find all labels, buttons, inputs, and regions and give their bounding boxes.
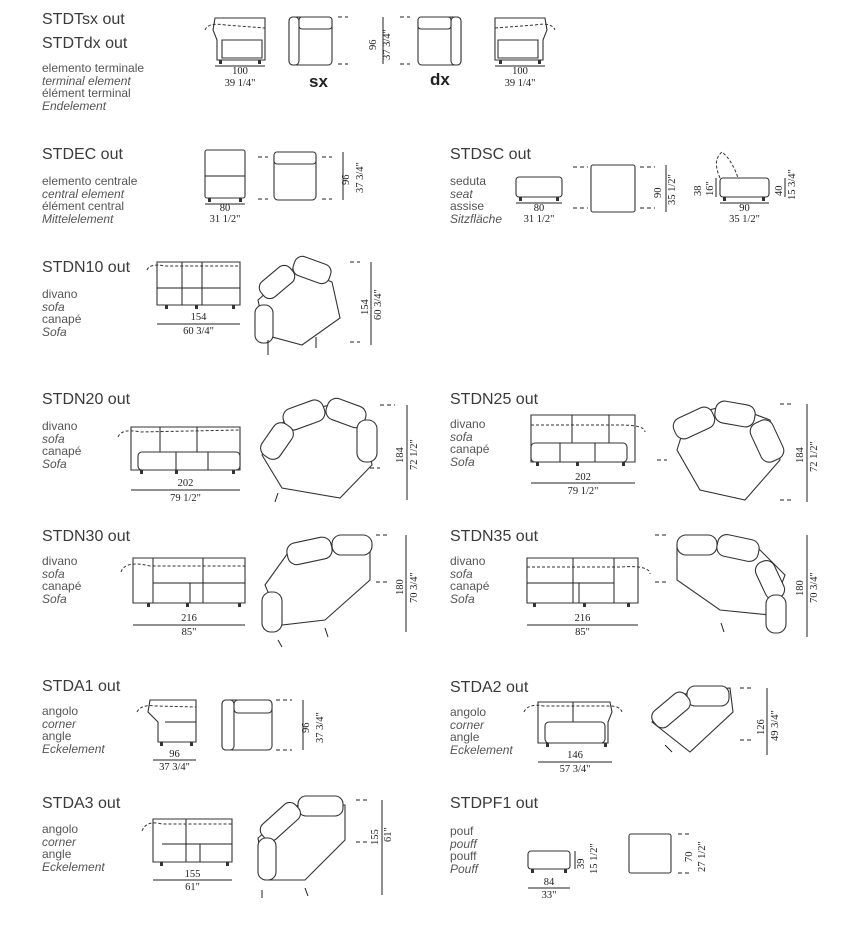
stdn20-height-in: 72 1/2" xyxy=(409,439,420,470)
stdsc-description xyxy=(450,175,502,225)
stda1-width-cm: 96 xyxy=(169,749,180,760)
desc-en: sofa xyxy=(42,566,65,581)
sx-label: sx xyxy=(309,72,328,91)
stdn25-height-cm: 184 xyxy=(795,447,806,463)
stdn10-code: STDN10 out xyxy=(42,259,131,276)
stdn30-code: STDN30 out xyxy=(42,528,131,545)
desc-en: seat xyxy=(450,186,473,201)
stdt-dx-plan-drawing xyxy=(400,17,461,65)
desc-en: corner xyxy=(450,717,485,732)
stda1-height-in: 37 3/4" xyxy=(315,712,326,743)
desc-de: Eckelement xyxy=(42,741,105,756)
desc-en: central element xyxy=(42,186,125,201)
stdsc-depth-cm: 90 xyxy=(653,187,664,198)
stdsc-code: STDSC out xyxy=(450,146,531,163)
stdn30-plan-drawing xyxy=(262,535,406,647)
stdn20-code: STDN20 out xyxy=(42,391,131,408)
stda1-plan-drawing xyxy=(222,700,303,750)
stdsc-width-in: 31 1/2" xyxy=(523,214,555,225)
desc-de: Eckelement xyxy=(42,859,105,874)
stdt-sx-side-drawing xyxy=(205,18,265,66)
stdn30-width-in: 85" xyxy=(181,627,197,638)
desc-it: angolo xyxy=(42,822,79,836)
stdec-plan-drawing xyxy=(258,152,343,200)
desc-fr: élément terminal xyxy=(42,86,131,100)
stdt-sx-plan-drawing xyxy=(289,17,348,65)
desc-de: Endelement xyxy=(42,98,107,113)
desc-fr: élément central xyxy=(42,199,125,213)
stda3-width-in: 61" xyxy=(185,882,200,893)
stda2-plan-drawing xyxy=(648,686,767,755)
stdn35-plan-drawing xyxy=(655,533,807,637)
desc-fr: canapé xyxy=(42,444,82,458)
stdec-code: STDEC out xyxy=(42,146,123,163)
stdpf1-plan-drawing xyxy=(629,834,690,873)
stda1-height-cm: 96 xyxy=(301,722,312,733)
stdec-height-cm: 96 xyxy=(341,174,352,185)
stdt-height-cm: 96 xyxy=(368,39,379,50)
desc-fr: assise xyxy=(450,199,485,213)
stdsc-front-drawing xyxy=(516,177,562,203)
stdn30-height-in: 70 3/4" xyxy=(409,572,420,603)
stdt-dx-width-cm: 100 xyxy=(512,66,528,77)
desc-fr: angle xyxy=(450,730,480,744)
desc-de: Pouff xyxy=(450,861,479,876)
stdsc-width-cm: 80 xyxy=(533,203,545,214)
stdn10-plan-drawing xyxy=(255,254,371,355)
desc-fr: angle xyxy=(42,847,72,861)
stdn20-description xyxy=(42,420,81,470)
stdpf1-width-in: 33" xyxy=(541,890,557,901)
stdt-description xyxy=(42,62,144,112)
desc-de: Sitzfläche xyxy=(450,211,503,226)
desc-en: sofa xyxy=(42,299,65,314)
stdsc-side-height-cm: 40 xyxy=(774,185,785,196)
stdpf1-width-cm: 84 xyxy=(543,877,555,888)
stda2-height-cm: 126 xyxy=(756,719,767,735)
desc-it: divano xyxy=(450,554,486,568)
desc-en: corner xyxy=(42,716,77,731)
stdn10-width-cm: 154 xyxy=(190,312,207,323)
stdpf1-depth-cm: 70 xyxy=(684,851,695,862)
dx-label: dx xyxy=(430,70,450,89)
stdn35-height-cm: 180 xyxy=(795,580,806,596)
stdt-sx-width-in: 39 1/4" xyxy=(224,78,256,89)
stdn35-height-in: 70 3/4" xyxy=(809,572,820,603)
stdn25-width-in: 79 1/2" xyxy=(567,486,599,497)
stdn10-height-cm: 154 xyxy=(360,299,371,315)
stdt-dx-width-in: 39 1/4" xyxy=(504,78,536,89)
stdtdx-code: STDTdx out xyxy=(42,35,128,52)
stda2-width-cm: 146 xyxy=(567,750,583,761)
stdn10-height-in: 60 3/4" xyxy=(373,289,384,320)
desc-de: Eckelement xyxy=(450,742,513,757)
stdt-sx-width-cm: 100 xyxy=(232,66,248,77)
desc-it: pouf xyxy=(450,824,474,838)
stdpf1-description xyxy=(450,825,478,875)
stda3-plan-drawing xyxy=(257,796,382,898)
desc-it: divano xyxy=(42,419,78,433)
desc-it: elemento terminale xyxy=(42,61,145,75)
stdec-width-in: 31 1/2" xyxy=(209,214,241,225)
desc-it: divano xyxy=(42,554,78,568)
desc-fr: pouff xyxy=(450,849,477,863)
stdsc-seat-height-cm: 38 xyxy=(693,185,704,196)
desc-it: seduta xyxy=(450,174,487,188)
desc-fr: canapé xyxy=(42,579,82,593)
desc-fr: angle xyxy=(42,729,72,743)
desc-en: sofa xyxy=(450,429,473,444)
stdn35-width-in: 85" xyxy=(575,627,590,638)
stda3-height-cm: 155 xyxy=(370,829,381,845)
stdn25-code: STDN25 out xyxy=(450,391,539,408)
stda3-height-in: 61" xyxy=(383,827,394,842)
desc-de: Sofa xyxy=(450,454,475,469)
stdec-front-drawing xyxy=(205,150,245,204)
stdec-width-cm: 80 xyxy=(219,203,231,214)
stdn25-width-cm: 202 xyxy=(575,472,591,483)
stdsc-depth-in: 35 1/2" xyxy=(667,174,678,205)
stdn30-width-cm: 216 xyxy=(181,613,197,624)
stdpf1-depth-in: 27 1/2" xyxy=(697,841,708,872)
stdn20-plan-drawing xyxy=(257,396,407,502)
stdn20-width-in: 79 1/2" xyxy=(170,493,201,504)
desc-en: pouff xyxy=(450,836,477,851)
stdn30-height-cm: 180 xyxy=(395,579,406,595)
stdt-dx-side-drawing xyxy=(495,18,555,66)
desc-de: Sofa xyxy=(42,456,67,471)
stdsc-side-width-in: 35 1/2" xyxy=(729,214,760,225)
stdsc-side-width-cm: 90 xyxy=(739,203,750,214)
stdn35-description xyxy=(450,555,489,605)
desc-en: corner xyxy=(42,834,77,849)
stdn10-width-in: 60 3/4" xyxy=(183,326,214,337)
desc-it: divano xyxy=(42,287,78,301)
stdsc-seat-height-in: 16" xyxy=(705,181,716,196)
desc-de: Mittelelement xyxy=(42,211,114,226)
stdsc-side-height-in: 15 3/4" xyxy=(787,169,798,200)
stdpf1-height-in: 15 1/2" xyxy=(589,843,600,874)
stda3-description xyxy=(42,823,105,873)
stda1-description xyxy=(42,705,105,755)
desc-en: sofa xyxy=(450,566,473,581)
desc-fr: canapé xyxy=(42,312,82,326)
stdn20-width-cm: 202 xyxy=(177,478,194,489)
desc-it: angolo xyxy=(42,704,79,718)
desc-en: sofa xyxy=(42,431,65,446)
desc-fr: canapé xyxy=(450,579,490,593)
desc-fr: canapé xyxy=(450,442,490,456)
desc-de: Sofa xyxy=(42,591,67,606)
stda2-height-in: 49 3/4" xyxy=(770,710,781,741)
stdpf1-height-cm: 39 xyxy=(576,858,587,869)
stdpf1-code: STDPF1 out xyxy=(450,795,539,812)
stdn30-description xyxy=(42,555,81,605)
stdn25-plan-drawing xyxy=(657,400,807,502)
desc-de: Sofa xyxy=(450,591,475,606)
stdec-description xyxy=(42,175,137,225)
stdn20-height-cm: 184 xyxy=(395,447,406,463)
desc-it: divano xyxy=(450,417,486,431)
stdn35-code: STDN35 out xyxy=(450,528,539,545)
desc-it: elemento centrale xyxy=(42,174,138,188)
stdn25-description xyxy=(450,418,489,468)
desc-de: Sofa xyxy=(42,324,67,339)
stda2-code: STDA2 out xyxy=(450,679,529,696)
stda3-width-cm: 155 xyxy=(184,869,201,880)
stda3-code: STDA3 out xyxy=(42,795,121,812)
stdec-height-in: 37 3/4" xyxy=(355,162,366,193)
stdt-height-in: 37 3/4" xyxy=(382,29,393,60)
stdn10-description xyxy=(42,288,81,338)
stda2-width-in: 57 3/4" xyxy=(559,764,591,775)
stdtsx-code: STDTsx out xyxy=(42,11,125,28)
stda2-description xyxy=(450,706,513,756)
stda1-code: STDA1 out xyxy=(42,678,121,695)
stdn25-height-in: 72 1/2" xyxy=(809,441,820,472)
stdn35-width-cm: 216 xyxy=(574,613,591,624)
stda1-width-in: 37 3/4" xyxy=(159,762,190,773)
desc-en: terminal element xyxy=(42,73,131,88)
desc-it: angolo xyxy=(450,705,487,719)
